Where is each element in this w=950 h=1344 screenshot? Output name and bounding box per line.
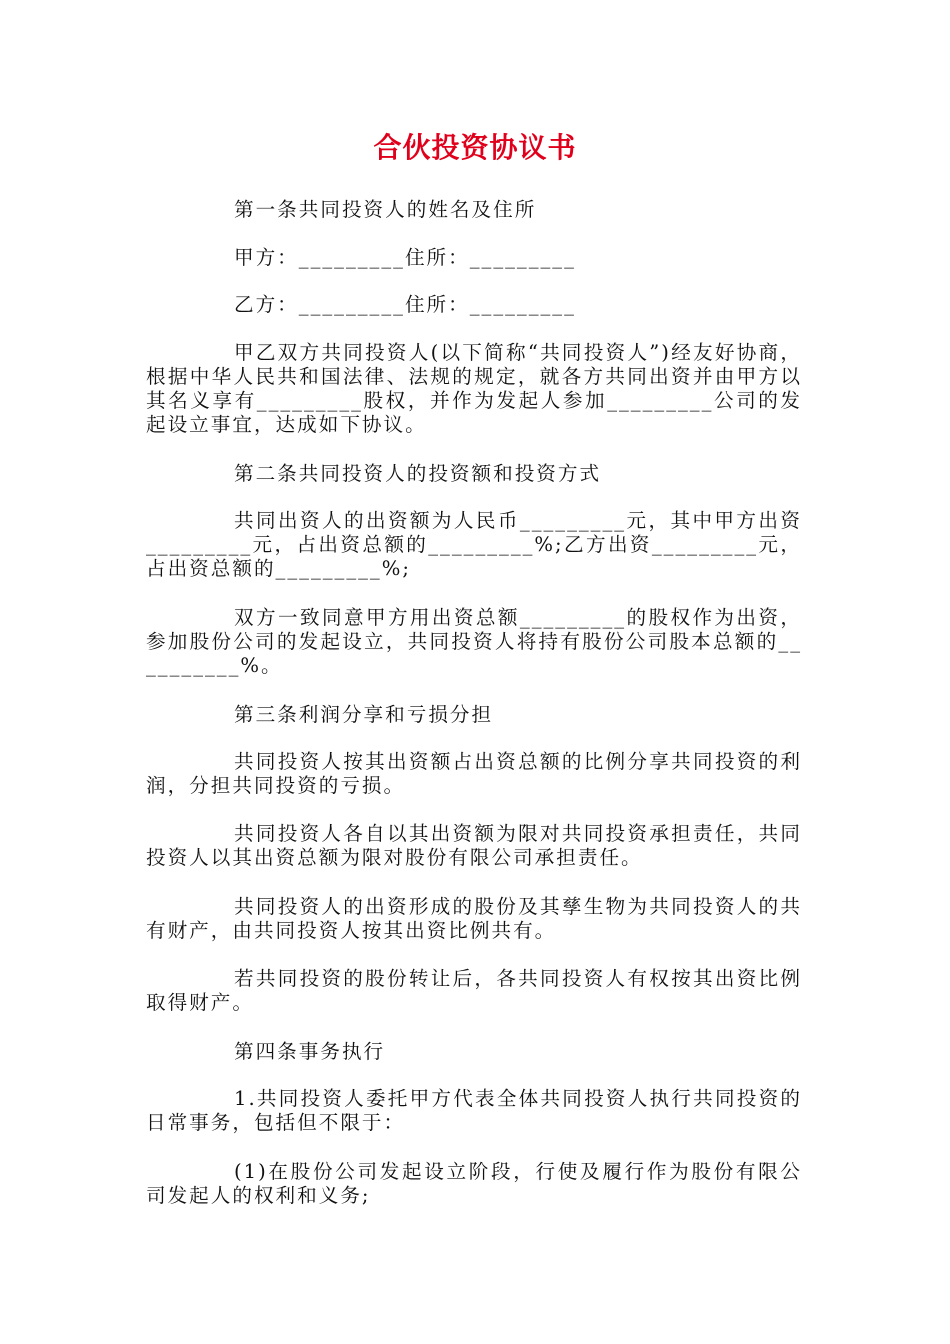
article-3-heading: 第三条利润分享和亏损分担 (234, 703, 494, 726)
share-transfer-paragraph: 若共同投资的股份转让后，各共同投资人有权按其出资比例取得财产。 (146, 967, 802, 1014)
profit-sharing-paragraph: 共同投资人按其出资额占出资总额的比例分享共同投资的利润，分担共同投资的亏损。 (146, 750, 802, 797)
party-a-line: 甲方：_________住所：_________ (234, 246, 576, 269)
promoter-duties-paragraph: (1)在股份公司发起设立阶段，行使及履行作为股份有限公司发起人的权利和义务; (146, 1160, 802, 1207)
article-4-heading: 第四条事务执行 (234, 1040, 386, 1063)
investment-amount-paragraph: 共同出资人的出资额为人民币_________元，其中甲方出资_________元，占出资总额的_________%;乙方出资_________元，占出资总额的_________%; (146, 509, 802, 580)
joint-property-paragraph: 共同投资人的出资形成的股份及其孳生物为共同投资人的共有财产，由共同投资人按其出资比例共有。 (146, 895, 802, 942)
article-1-heading: 第一条共同投资人的姓名及住所 (234, 198, 537, 221)
equity-contribution-paragraph: 双方一致同意甲方用出资总额_________的股权作为出资，参加股份公司的发起设立，共同投资人将持有股份公司股本总额的__________%。 (146, 606, 802, 677)
delegation-paragraph: 1.共同投资人委托甲方代表全体共同投资人执行共同投资的日常事务，包括但不限于： (146, 1087, 802, 1134)
document-title: 合伙投资协议书 (373, 131, 577, 164)
party-b-line: 乙方：_________住所：_________ (234, 293, 576, 316)
liability-paragraph: 共同投资人各自以其出资额为限对共同投资承担责任，共同投资人以其出资总额为限对股份有限公司承担责任。 (146, 822, 802, 869)
article-2-heading: 第二条共同投资人的投资额和投资方式 (234, 462, 602, 485)
preamble-paragraph: 甲乙双方共同投资人(以下简称“共同投资人”)经友好协商，根据中华人民共和国法律、法规的规定，就各方共同出资并由甲方以其名义享有_________股权，并作为发起人参加_________公司的发起设立事宜，达成如下协议。 (146, 341, 802, 436)
